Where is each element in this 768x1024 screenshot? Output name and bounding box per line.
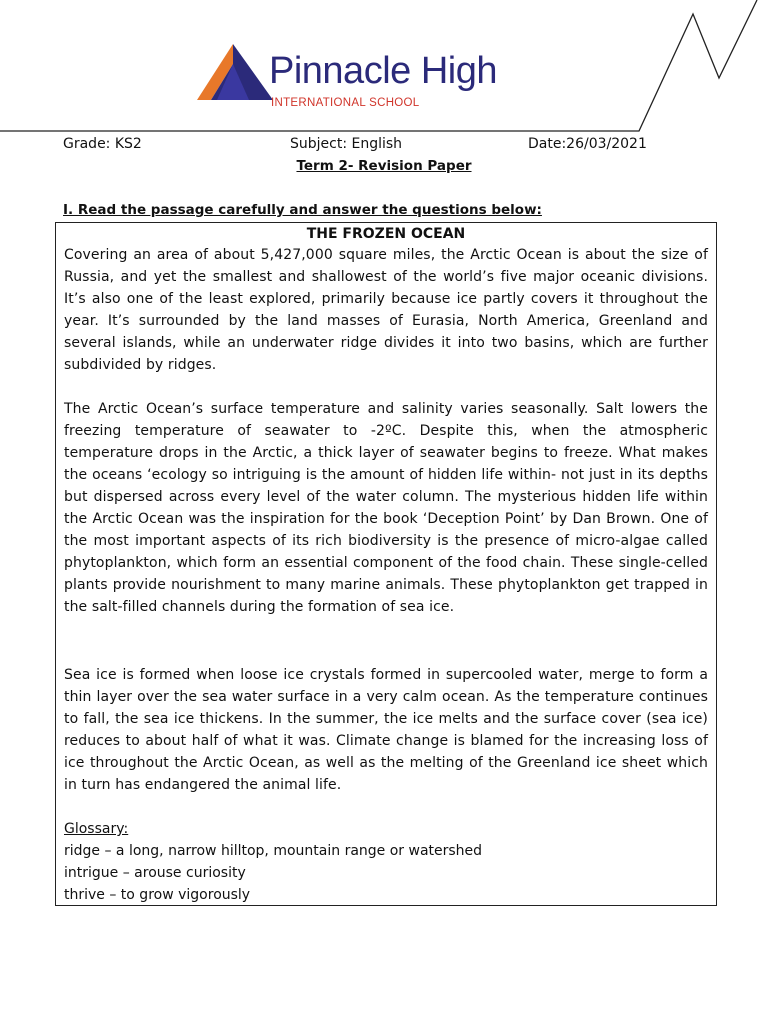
passage-box: [55, 222, 717, 906]
school-logo: [193, 44, 533, 116]
passage-paragraph-3: Sea ice is formed when loose ice crystals formed in supercooled water, merge to form a thin layer over the sea water surface in a very calm ocean. As the temperature continues to fall, the sea ice thickens. In the summer, the ice melts and the surface cover (sea ice) reduces to about half of what it was. Climate change is blamed for the increasing loss of ice throughout the Arctic Ocean, as well as the melting of the Greenland ice sheet which in turn has endangered the animal life.: [64, 667, 708, 793]
section-instruction: I. Read the passage carefully and answer the questions below:: [63, 202, 542, 218]
paper-title: Term 2- Revision Paper: [296, 158, 472, 174]
passage-paragraph-2: The Arctic Ocean’s surface temperature and salinity varies seasonally. Salt lowers the freezing temperature of seawater to -2ºC. Despite this, when the atmospheric temperature drops in the Arctic, a thick layer of seawater begins to freeze. What makes the oceans ‘ecology so intriguing is the amount of hidden life within- not just in its depths but dispersed across every level of the water column. The mysterious hidden life within the Arctic Ocean was the inspiration for the book ‘Deception Point’ by Dan Brown. One of the most important aspects of its rich biodiversity is the presence of micro-algae called phytoplankton, which form an essential component of the food chain. These single-celled plants provide nourishment to many marine animals. These phytoplankton get trapped in the salt-filled channels during the formation of sea ice.: [64, 401, 708, 615]
school-subtitle: INTERNATIONAL SCHOOL: [271, 97, 420, 109]
mountain-peak-icon: [193, 44, 275, 100]
glossary-item: intrigue – arouse curiosity: [64, 865, 246, 881]
school-name: Pinnacle High: [269, 50, 497, 92]
glossary-heading: Glossary:: [64, 821, 129, 837]
grade-label: Grade: KS2: [63, 136, 142, 152]
passage-title: THE FROZEN OCEAN: [306, 226, 466, 242]
date-label: Date:26/03/2021: [528, 136, 647, 152]
glossary-item: ridge – a long, narrow hilltop, mountain range or watershed: [64, 843, 483, 859]
passage-paragraph-1: Covering an area of about 5,427,000 square miles, the Arctic Ocean is about the size of Russia, and yet the smallest and shallowest of the world’s five major oceanic divisions. It’s also one of the least explored, primarily because ice partly covers it throughout the year. It’s surrounded by the land masses of Eurasia, North America, Greenland and several islands, while an underwater ridge divides it into two basins, which are further subdivided by ridges.: [64, 247, 708, 373]
glossary-item: thrive – to grow vigorously: [64, 887, 251, 903]
subject-label: Subject: English: [290, 136, 403, 152]
